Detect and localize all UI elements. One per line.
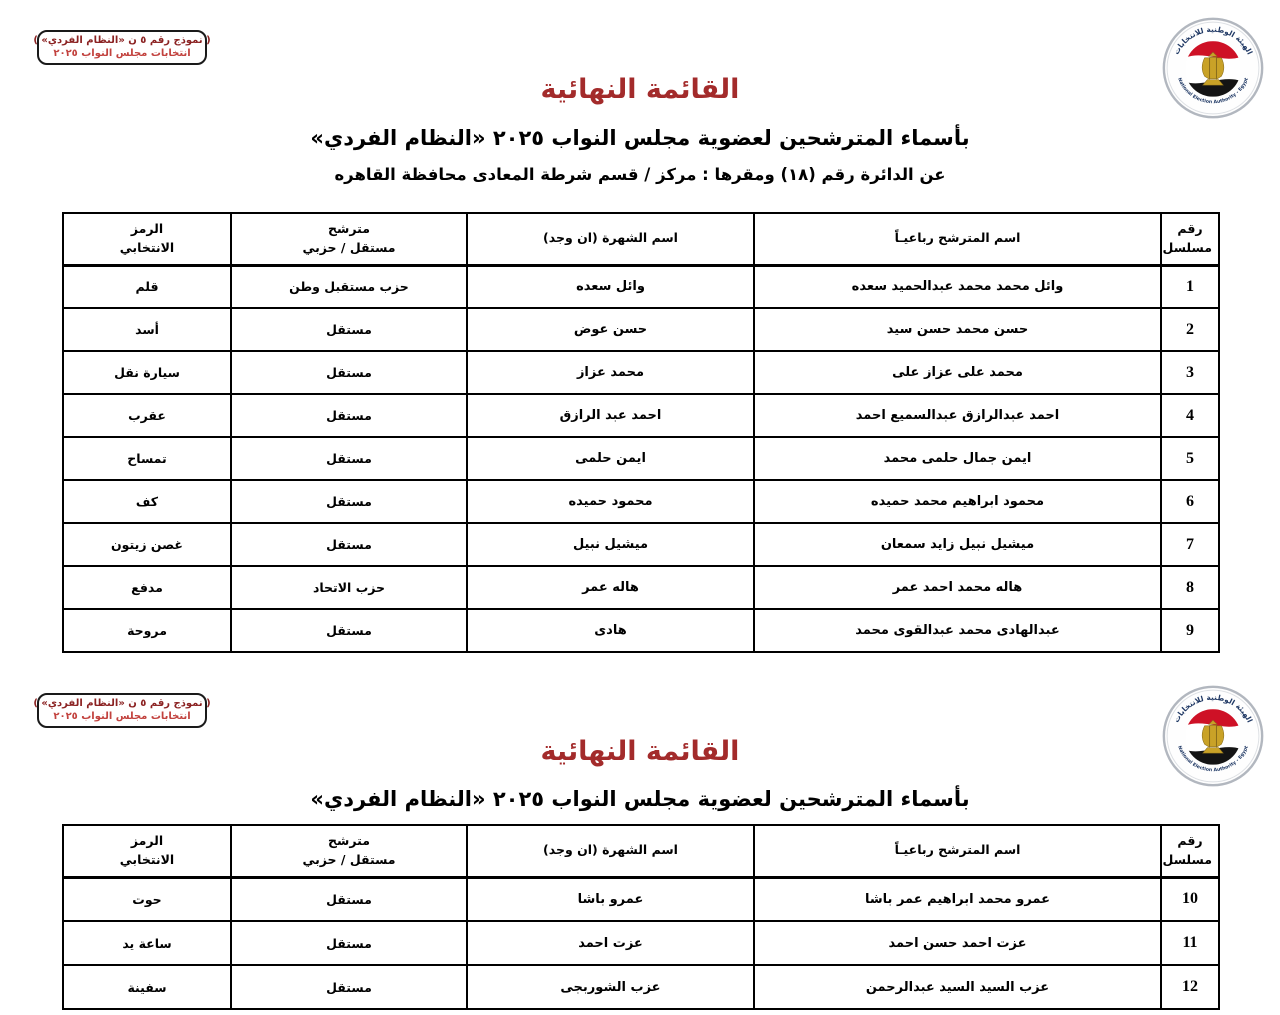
cell-party: مستقل [231,523,467,566]
cell-serial: 10 [1161,877,1219,921]
cell-symbol: عقرب [63,394,231,437]
table-row [63,437,1219,480]
form-number-line: ( نموذج رقم ٥ ن «النظام الفردي» ) [33,35,211,46]
cell-symbol: حوت [63,877,231,921]
cell-candidate-name: هاله محمد احمد عمر [754,566,1161,609]
header-serial: رقم مسلسل [1161,213,1219,265]
table-header-row [63,213,1219,265]
table-row [63,921,1219,965]
cell-candidate-name: احمد عبدالرازق عبدالسميع احمد [754,394,1161,437]
cell-known-name: عزب الشوربجى [467,965,754,1009]
candidates-table-1 [62,212,1220,653]
cell-candidate-name: حسن محمد حسن سيد [754,308,1161,351]
cell-serial: 12 [1161,965,1219,1009]
cell-party: حزب مستقبل وطن [231,265,467,308]
cell-known-name: عمرو باشا [467,877,754,921]
header-candidate-name: اسم المترشح رباعيـاً [754,213,1161,265]
cell-symbol: ساعة يد [63,921,231,965]
cell-symbol: كف [63,480,231,523]
cell-known-name: احمد عبد الرازق [467,394,754,437]
header-party: مترشح مستقل / حزبي [231,213,467,265]
cell-symbol: سفينة [63,965,231,1009]
cell-symbol: أسد [63,308,231,351]
cell-serial: 8 [1161,566,1219,609]
cell-serial: 7 [1161,523,1219,566]
cell-symbol: سيارة نقل [63,351,231,394]
cell-symbol: تمساح [63,437,231,480]
header-electoral-symbol: الرمز الانتخابي [63,825,231,877]
cell-candidate-name: ميشيل نبيل زايد سمعان [754,523,1161,566]
table-row [63,566,1219,609]
cell-serial: 2 [1161,308,1219,351]
cell-party: مستقل [231,921,467,965]
form-number-box [33,693,211,728]
table-row [63,609,1219,652]
cell-symbol: مدفع [63,566,231,609]
cell-party: مستقل [231,308,467,351]
page-title: القائمة النهائية [540,736,740,767]
cell-serial: 4 [1161,394,1219,437]
table-row [63,308,1219,351]
cell-known-name: ميشيل نبيل [467,523,754,566]
form-number-line: ( نموذج رقم ٥ ن «النظام الفردي» ) [33,698,211,709]
cell-party: مستقل [231,877,467,921]
header-known-name: اسم الشهرة (ان وجد) [467,213,754,265]
cell-candidate-name: ايمن جمال حلمى محمد [754,437,1161,480]
table-row [63,265,1219,308]
cell-serial: 11 [1161,921,1219,965]
cell-known-name: هادى [467,609,754,652]
table-row [63,965,1219,1009]
cell-serial: 5 [1161,437,1219,480]
cell-party: مستقل [231,609,467,652]
cell-party: مستقل [231,480,467,523]
page-section-2 [0,660,1280,1015]
election-name-line: انتخابات مجلس النواب ٢٠٢٥ [53,710,191,722]
header-candidate-name: اسم المترشح رباعيـاً [754,825,1161,877]
header-serial: رقم مسلسل [1161,825,1219,877]
cell-candidate-name: عبدالهادى محمد عبدالقوى محمد [754,609,1161,652]
cell-candidate-name: عزب السيد السيد عبدالرحمن [754,965,1161,1009]
page-subtitle: بأسماء المترشحين لعضوية مجلس النواب ٢٠٢٥ «النظام الفردي» [310,126,970,150]
cell-known-name: حسن عوض [467,308,754,351]
cell-party: مستقل [231,351,467,394]
candidates-table-2 [62,824,1220,1010]
header-electoral-symbol: الرمز الانتخابي [63,213,231,265]
cell-candidate-name: عزت احمد حسن احمد [754,921,1161,965]
cell-known-name: محمود حميده [467,480,754,523]
page-title: القائمة النهائية [540,74,740,105]
cell-serial: 3 [1161,351,1219,394]
cell-symbol: مروحة [63,609,231,652]
logo-english-text: National Election Authority - Egypt [1176,745,1250,774]
cell-candidate-name: محمد على عزاز على [754,351,1161,394]
cell-symbol: قلم [63,265,231,308]
cell-serial: 6 [1161,480,1219,523]
cell-known-name: محمد عزاز [467,351,754,394]
cell-party: مستقل [231,965,467,1009]
header-party: مترشح مستقل / حزبي [231,825,467,877]
cell-symbol: غصن زيتون [63,523,231,566]
cell-candidate-name: عمرو محمد ابراهيم عمر باشا [754,877,1161,921]
cell-party: مستقل [231,394,467,437]
cell-party: مستقل [231,437,467,480]
logo-english-text: National Election Authority - Egypt [1176,77,1250,106]
table-row [63,480,1219,523]
table-row [63,394,1219,437]
election-name-line: انتخابات مجلس النواب ٢٠٢٥ [53,47,191,59]
logo-arabic-text: الهيئة الوطنية للانتخابات [1171,24,1255,56]
table-header-row [63,825,1219,877]
cell-known-name: وائل سعده [467,265,754,308]
cell-serial: 1 [1161,265,1219,308]
table-row [63,877,1219,921]
cell-known-name: ايمن حلمى [467,437,754,480]
table-row [63,351,1219,394]
header-known-name: اسم الشهرة (ان وجد) [467,825,754,877]
cell-candidate-name: وائل محمد محمد عبدالحميد سعده [754,265,1161,308]
cell-party: حزب الاتحاد [231,566,467,609]
logo-arabic-text: الهيئة الوطنية للانتخابات [1171,692,1255,724]
table-row [63,523,1219,566]
form-number-box [33,30,211,65]
cell-candidate-name: محمود ابراهيم محمد حميده [754,480,1161,523]
page-subtitle: بأسماء المترشحين لعضوية مجلس النواب ٢٠٢٥ «النظام الفردي» [310,787,970,811]
cell-known-name: هاله عمر [467,566,754,609]
cell-serial: 9 [1161,609,1219,652]
district-line: عن الدائرة رقم (١٨) ومقرها : مركز / قسم شرطة المعادى محافظة القاهره [334,165,946,184]
cell-known-name: عزت احمد [467,921,754,965]
